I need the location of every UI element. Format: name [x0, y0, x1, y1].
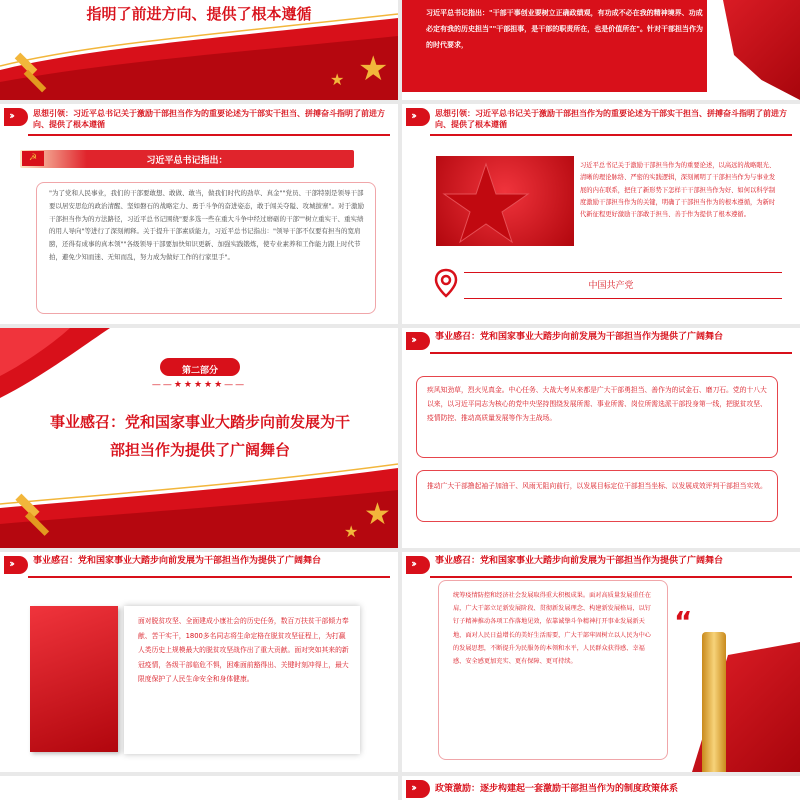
card-text: 疾风知劲草，烈火见真金。中心任务、大战大考从来都是广大干部勇担当、善作为的试金石、磨刀石。党的十八大以来，以习近平同志为核心的党中央坚持围绕发展所需、事业所需、岗位所需选派干部投身第一线，把脱贫攻坚、疫情防控、推动高质量发展等作为主战场。 [427, 386, 767, 422]
chevron-right-icon: ›› [406, 108, 430, 126]
slide-5[interactable] [0, 328, 398, 548]
content-card [416, 376, 778, 458]
card-text: 推动广大干部撸起袖子加油干、风雨无阻向前行，以发展目标定位干部担当坐标、以发展成效评判干部担当实效。 [427, 482, 767, 490]
quote-text: 习近平总书记指出："干部干事创业要树立正确政绩观，有功成不必在我的精神境界、功成必定有我的历史担当""干部担事，是干部的职责所在，也是价值所在"。针对干部担当作为的时代要求， [426, 9, 703, 49]
card-text: 统筹疫情防控和经济社会发展取得重大积极成果。面对高质量发展重任在肩，广大干部立足新发展阶段、贯彻新发展理念、构建新发展格局，以钉钉子精神推动各项工作落地见效，依靠诚挚斗争精神打开事业发展新天地，面对人民日益增长的美好生活需要，广大干部牢固树立以人民为中心的发展思想，不断提升为民服务的本领和水平，人民群众获得感、幸福感、安全感更加充实、更有保障、更可持续。 [453, 592, 651, 666]
red-flag-decoration [680, 642, 800, 772]
header-title: 思想引领：习近平总书记关于激励干部担当作为的重要论述为干部实干担当、拼搏奋斗指明了前进方向、提供了根本遵循 [33, 109, 385, 129]
header-title: 事业感召：党和国家事业大踏步向前发展为干部担当作为提供了广阔舞台 [435, 556, 724, 566]
quote-card [36, 182, 376, 314]
header-title: 政策激励：逐步构建起一套激励干部担当作为的制度政策体系 [435, 784, 679, 794]
slide-6[interactable] [402, 328, 800, 548]
quote-badge [20, 150, 354, 168]
red-star-image [436, 156, 574, 246]
slide-1[interactable] [0, 0, 398, 100]
slide-header [402, 328, 800, 362]
party-flag-icon: ☭ [22, 151, 44, 166]
part-label: 第二部分 [181, 366, 218, 376]
star-row-icon: ——★★★★★—— [151, 380, 247, 390]
body-text: 习近平总书记关于激励干部担当作为的重要论述，以高远的战略眼光、清晰的理论脉络、严密的实践逻辑，深刻阐明了干部担当作为与事业发展的内在联系，把住了新形势下怎样干干部担当作为好、如何以科学制度激励干部担当作为的关键，明确了干部担当作为的根本遵循，为新时代新征程更好激励干部敢于担当、善于作为提供了根本遵循。 [580, 162, 776, 219]
location-pin-icon [434, 268, 458, 298]
badge-label: 习近平总书记指出： [146, 156, 228, 166]
header-title: 事业感召：党和国家事业大踏步向前发展为干部担当作为提供了广阔舞台 [33, 556, 322, 566]
header-title: 事业感召：党和国家事业大踏步向前发展为干部担当作为提供了广阔舞台 [435, 332, 724, 342]
header-divider [28, 576, 390, 578]
quote-text: "为了党和人民事业，我们的干部要敢想、敢做、敢当，做我们时代的劲草、真金""党员、干部特别是领导干部要以居安思危的政治清醒、坚如磐石的战略定力、勇于斗争的奋进姿态，敢于闯关夺隘、攻城拔寨"。对于激励干部担当作为的方法路径，习近平总书记围绕"要多选一些在重大斗争中经过磨砺的干部""树立重实干、重实绩的用人导向"等进行了深刻阐释。关于提升干部素质能力，习近平总书记指出："领导干部不仅要有担当的宽肩膀，还得有成事的真本领""各级领导干部要加快知识更新、加强实践锻炼，使专业素养和工作能力跟上时代节拍，避免少知而迷、无知而乱，努力成为做好工作的行家里手"。 [49, 189, 364, 261]
header-divider [430, 134, 792, 136]
slide-header [402, 776, 800, 800]
slide-7[interactable] [0, 552, 398, 772]
slide-3[interactable] [0, 104, 398, 324]
content-card [124, 606, 360, 754]
caption-divider [464, 272, 782, 273]
chevron-right-icon: ›› [406, 780, 430, 798]
quote-mark-icon: “ [674, 605, 693, 638]
hammer-sickle-emblem-icon [4, 38, 64, 98]
slide-header [402, 104, 800, 138]
caption-divider [464, 298, 782, 299]
header-divider [28, 134, 390, 136]
part-label-pill [160, 358, 240, 376]
content-card [438, 580, 668, 760]
section-title: 事业感召：党和国家事业大踏步向前发展为干部担当作为提供了广阔舞台 [50, 413, 351, 459]
slide-2[interactable] [402, 0, 800, 100]
chevron-right-icon: ›› [4, 108, 28, 126]
slide-header [0, 104, 398, 138]
red-photo-image [30, 606, 118, 752]
slide-header [0, 552, 398, 586]
header-divider [430, 352, 792, 354]
gold-star-icon: ★ [358, 49, 389, 89]
gold-star-icon: ★ [344, 522, 359, 541]
slide-8[interactable] [402, 552, 800, 772]
header-title: 思想引领：习近平总书记关于激励干部担当作为的重要论述为干部实干担当、拼搏奋斗指明了前进方向、提供了根本遵循 [435, 109, 787, 129]
chevron-right-icon: ›› [406, 332, 430, 350]
header-divider [430, 576, 792, 578]
gold-star-icon: ★ [364, 497, 391, 532]
hammer-sickle-emblem-icon [4, 478, 68, 542]
huabiao-pillar-image [702, 632, 726, 772]
gold-star-icon: ★ [330, 70, 345, 89]
card-text: 面对脱贫攻坚、全面建成小康社会的历史任务，数百万扶贫干部倾力奉献、苦干实干，1800多名同志将生命定格在脱贫攻坚征程上，为打赢人类历史上规模最大的脱贫攻坚战作出了重大贡献。面对突如其来的新冠疫情，各级干部临危不惧，困难面前豁得出、关键时刻冲得上，最大限度保护了人民生命安全和身体健康。 [138, 617, 349, 684]
slide-4[interactable] [402, 104, 800, 324]
slide-9[interactable] [0, 776, 398, 800]
slide-title: 指明了前进方向、提供了根本遵循 [86, 5, 312, 23]
chevron-right-icon: ›› [4, 556, 28, 574]
slide-10[interactable] [402, 776, 800, 800]
content-card [416, 470, 778, 522]
chevron-right-icon: ›› [406, 556, 430, 574]
caption-text: 中国共产党 [588, 281, 634, 291]
